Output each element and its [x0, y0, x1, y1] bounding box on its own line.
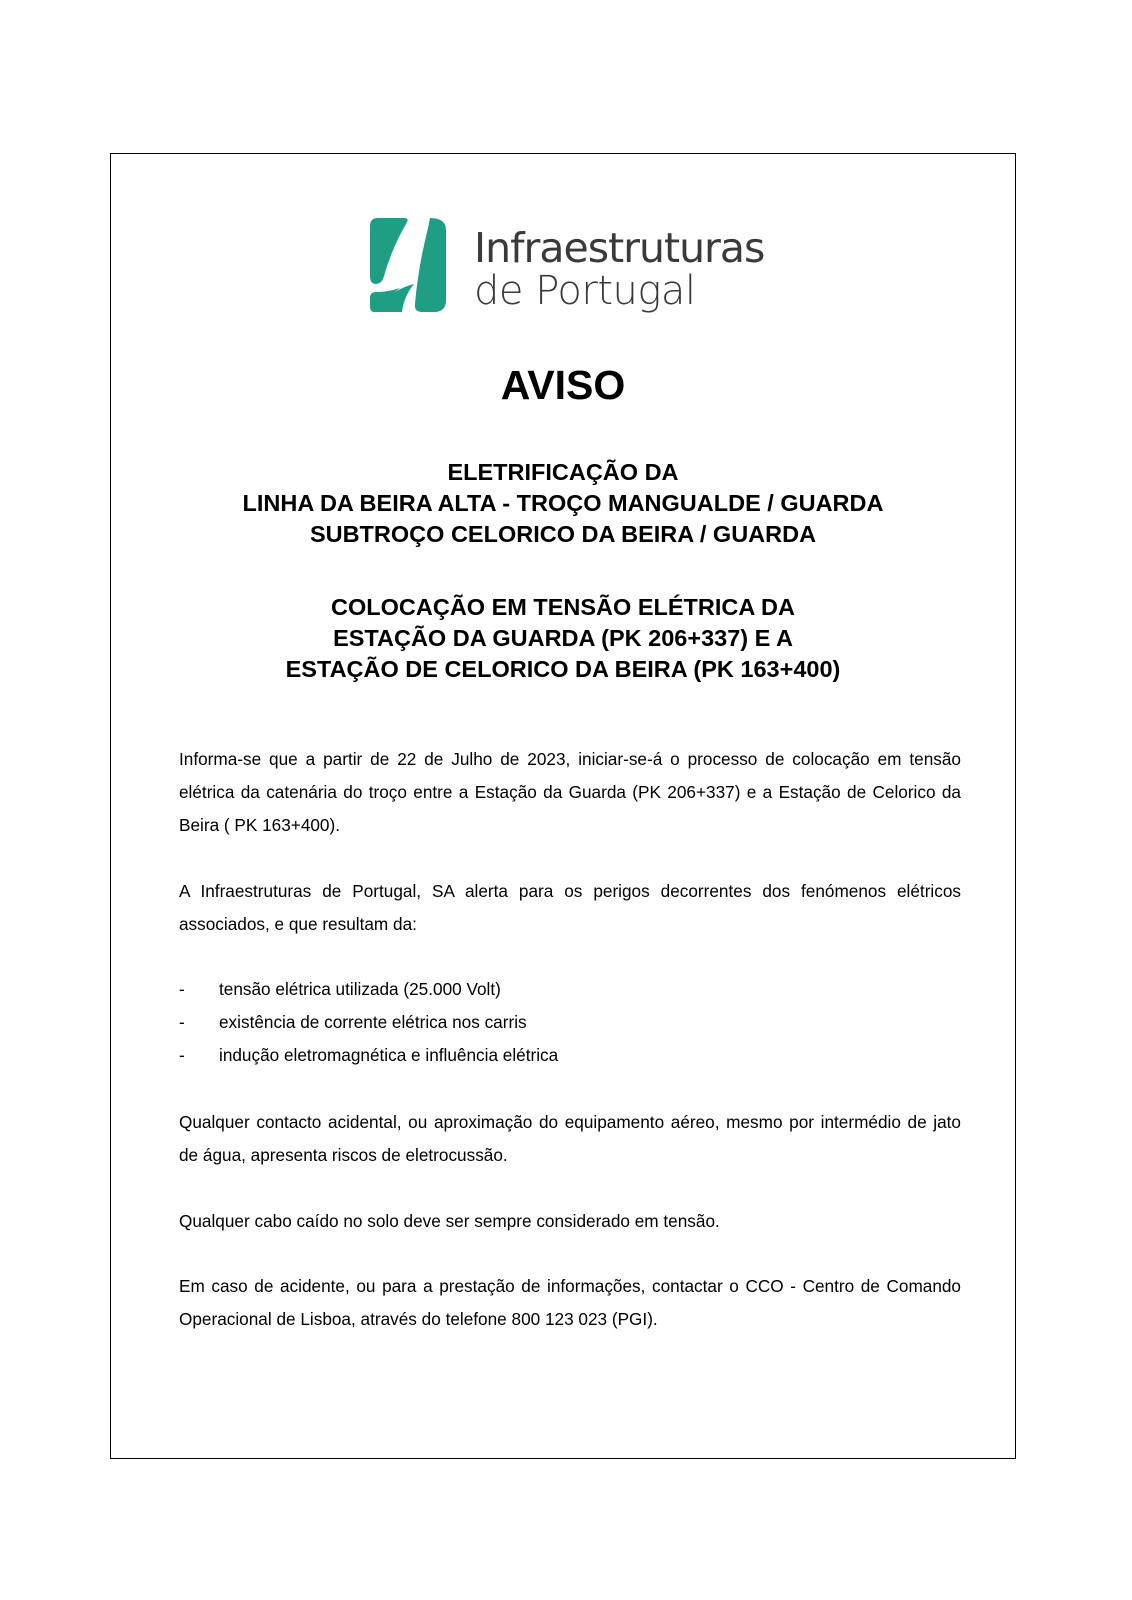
heading-line: LINHA DA BEIRA ALTA - TROÇO MANGUALDE / GUARDA [242, 490, 884, 516]
paragraph-emergency-contact: Em caso de acidente, ou para a prestação de informações, contactar o CCO - Centro de Comando Operacional de Lisboa, através do telefone 800 123 023 (PGI). [179, 1276, 961, 1329]
heading-electrification [110, 457, 1016, 550]
logo-mark-icon [370, 218, 446, 312]
notice-title: AVISO [500, 362, 626, 408]
logo-text-line1: Infraestruturas [474, 224, 765, 272]
list-item [179, 973, 961, 1006]
list-item [179, 1039, 961, 1072]
list-item-text: existência de corrente elétrica nos carris [219, 1012, 527, 1032]
paragraph-contact-risk: Qualquer contacto acidental, ou aproximação do equipamento aéreo, mesmo por intermédio de jato de água, apresenta riscos de eletrocussão. [179, 1112, 961, 1165]
paragraph-fallen-cable: Qualquer cabo caído no solo deve ser sempre considerado em tensão. [179, 1211, 720, 1231]
heading-energization [110, 592, 1016, 685]
list-item [179, 1006, 961, 1039]
heading-line: ELETRIFICAÇÃO DA [447, 459, 679, 485]
list-item-text: indução eletromagnética e influência elétrica [219, 1045, 559, 1065]
heading-line: ESTAÇÃO DE CELORICO DA BEIRA (PK 163+400) [285, 656, 841, 682]
heading-line: ESTAÇÃO DA GUARDA (PK 206+337) E A [333, 625, 793, 651]
heading-line: COLOCAÇÃO EM TENSÃO ELÉTRICA DA [331, 594, 795, 620]
hazard-list [179, 973, 961, 1072]
list-item-text: tensão elétrica utilizada (25.000 Volt) [219, 979, 501, 999]
list-bullet: - [179, 1012, 185, 1032]
list-bullet: - [179, 979, 185, 999]
paragraph-alert: A Infraestruturas de Portugal, SA alerta para os perigos decorrentes dos fenómenos elétricos associados, e que resultam da: [179, 881, 961, 934]
list-bullet: - [179, 1045, 185, 1065]
paragraph-start-date: Informa-se que a partir de 22 de Julho de 2023, iniciar-se-á o processo de colocação em tensão elétrica da catenária do troço entre a Estação da Guarda (PK 206+337) e a Estação de Celorico da Beira ( PK 163+400). [179, 749, 961, 835]
company-logo [370, 218, 765, 314]
logo-text-line2: de Portugal [474, 268, 696, 314]
heading-line: SUBTROÇO CELORICO DA BEIRA / GUARDA [309, 521, 817, 547]
